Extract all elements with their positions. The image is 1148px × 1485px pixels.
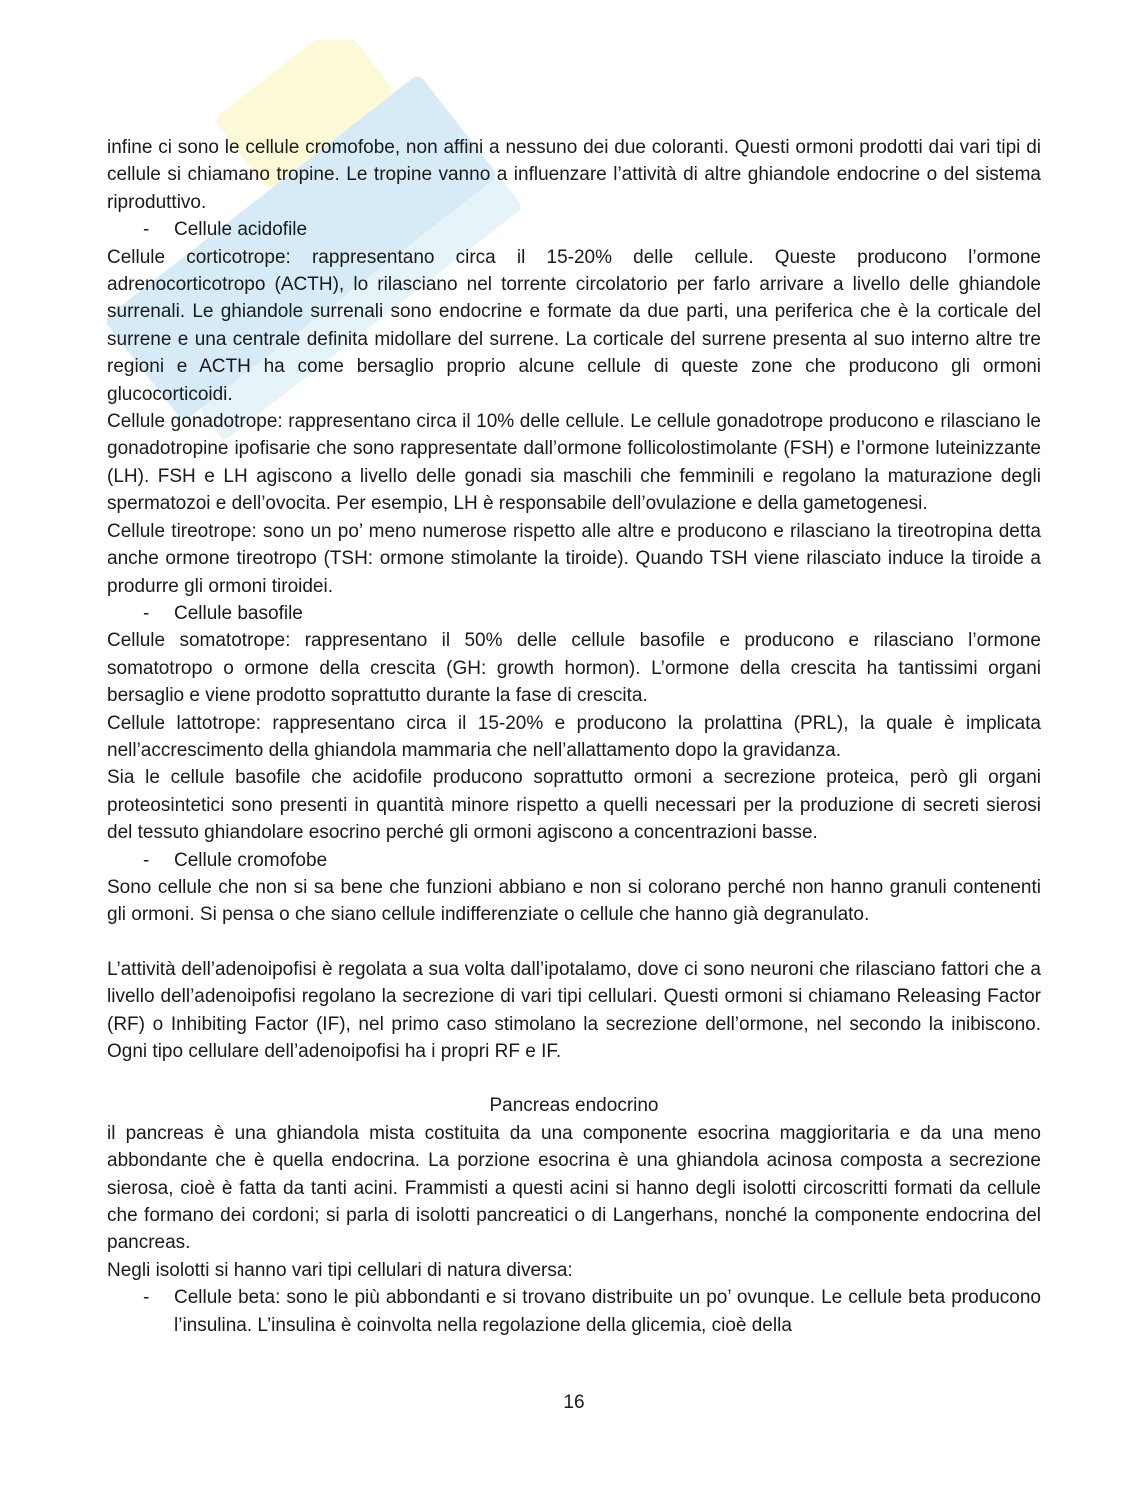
- bullet-heading-basofile: - Cellule basofile: [107, 600, 1041, 627]
- spacer: [107, 1065, 1041, 1092]
- paragraph: Cellule tireotrope: sono un po’ meno numerose rispetto alle altre e producono e rilasciano la tireotropina detta anche ormone tireotropo (TSH: ormone stimolante la tiroide). Quando TSH viene rilasciato induce la tiroide a produrre gli ormoni tiroidei.: [107, 520, 1041, 597]
- bullet-dash: -: [143, 1287, 150, 1309]
- paragraph: Cellule somatotrope: rappresentano il 50% delle cellule basofile e producono e rilasciano l’ormone somatotropo o ormone della crescita (GH: growth hormon). L’ormone della crescita ha tantissimi organi bersaglio e viene prodotto soprattutto durante la fase di crescita.: [107, 630, 1041, 707]
- paragraph: Cellule gonadotrope: rappresentano circa il 10% delle cellule. Le cellule gonadotrope producono e rilasciano le gonadotropine ipofisarie che sono rappresentate dall’ormone follicolostimolante (FSH) e l’ormone luteinizzante (LH). FSH e LH agiscono a livello delle gonadi sia maschili che femminili e regolano la maturazione degli spermatozoi e dell’ovocita. Per esempio, LH è responsabile dell’ovulazione e della gametogenesi.: [107, 411, 1041, 515]
- paragraph: il pancreas è una ghiandola mista costituita da una componente esocrina maggioritaria e da una meno abbondante che è quella endocrina. La porzione esocrina è una ghiandola acinosa composta a secrezione sierosa, cioè è fatta da tanti acini. Frammisti a questi acini si hanno degli isolotti circoscritti formati da cellule che formano dei cordoni; si parla di isolotti pancreatici o di Langerhans, nonché la componente endocrina del pancreas.: [107, 1122, 1041, 1254]
- section-heading: Pancreas endocrino: [489, 1095, 659, 1117]
- page-number: 16: [563, 1392, 585, 1413]
- paragraph: Cellule corticotrope: rappresentano circa il 15-20% delle cellule. Queste producono l’ormone adrenocorticotropo (ACTH), lo rilasciano nel torrente circolatorio per farlo arrivare a livello delle ghiandole surrenali. Le ghiandole surrenali sono endocrine e formate da due parti, una periferica che è la corticale del surrene e una centrale definita midollare del surrene. La corticale del surrene presenta al suo interno altre tre regioni e ACTH ha come bersaglio proprio alcune cellule di queste zone che producono gli ormoni glucocorticoidi.: [107, 246, 1041, 405]
- spacer: [107, 929, 1041, 956]
- bullet-dash: -: [143, 602, 150, 624]
- bullet-dash: -: [143, 219, 150, 241]
- bullet-dash: -: [143, 849, 150, 871]
- paragraph: Sia le cellule basofile che acidofile producono soprattutto ormoni a secrezione proteica, però gli organi proteosintetici sono presenti in quantità minore rispetto a quelli necessari per la produzione di secreti sierosi del tessuto ghiandolare esocrino perché gli ormoni agiscono a concentrazioni basse.: [107, 767, 1041, 844]
- document-body: [107, 134, 1041, 1339]
- paragraph: Negli isolotti si hanno vari tipi cellulari di natura diversa:: [107, 1259, 573, 1281]
- bullet-heading-cromofobe: - Cellule cromofobe: [107, 847, 1041, 874]
- bullet-item-beta: - Cellule beta: sono le più abbondanti e si trovano distribuite un po’ ovunque. Le cellule beta producono l’insulina. L’insulina è coinvolta nella regolazione della glicemia, cioè della: [107, 1284, 1041, 1339]
- paragraph: Cellule lattotrope: rappresentano circa il 15-20% e producono la prolattina (PRL), la quale è implicata nell’accrescimento della ghiandola mammaria che nell’allattamento dopo la gravidanza.: [107, 712, 1041, 761]
- paragraph: L’attività dell’adenoipofisi è regolata a sua volta dall’ipotalamo, dove ci sono neuroni che rilasciano fattori che a livello dell’adenoipofisi regolano la secrezione di vari tipi cellulari. Questi ormoni si chiamano Releasing Factor (RF) o Inhibiting Factor (IF), nel primo caso stimolano la secrezione dell’ormone, nel secondo la inibiscono. Ogni tipo cellulare dell’adenoipofisi ha i propri RF e IF.: [107, 958, 1041, 1062]
- paragraph: Sono cellule che non si sa bene che funzioni abbiano e non si colorano perché non hanno granuli contenenti gli ormoni. Si pensa o che siano cellule indifferenziate o cellule che hanno già degranulato.: [107, 876, 1041, 926]
- bullet-heading-acidofile: - Cellule acidofile: [107, 216, 1041, 243]
- paragraph: infine ci sono le cellule cromofobe, non affini a nessuno dei due coloranti. Questi ormoni prodotti dai vari tipi di cellule si chiamano tropine. Le tropine vanno a influenzare l’attività di altre ghiandole endocrine o del sistema riproduttivo.: [107, 137, 1041, 213]
